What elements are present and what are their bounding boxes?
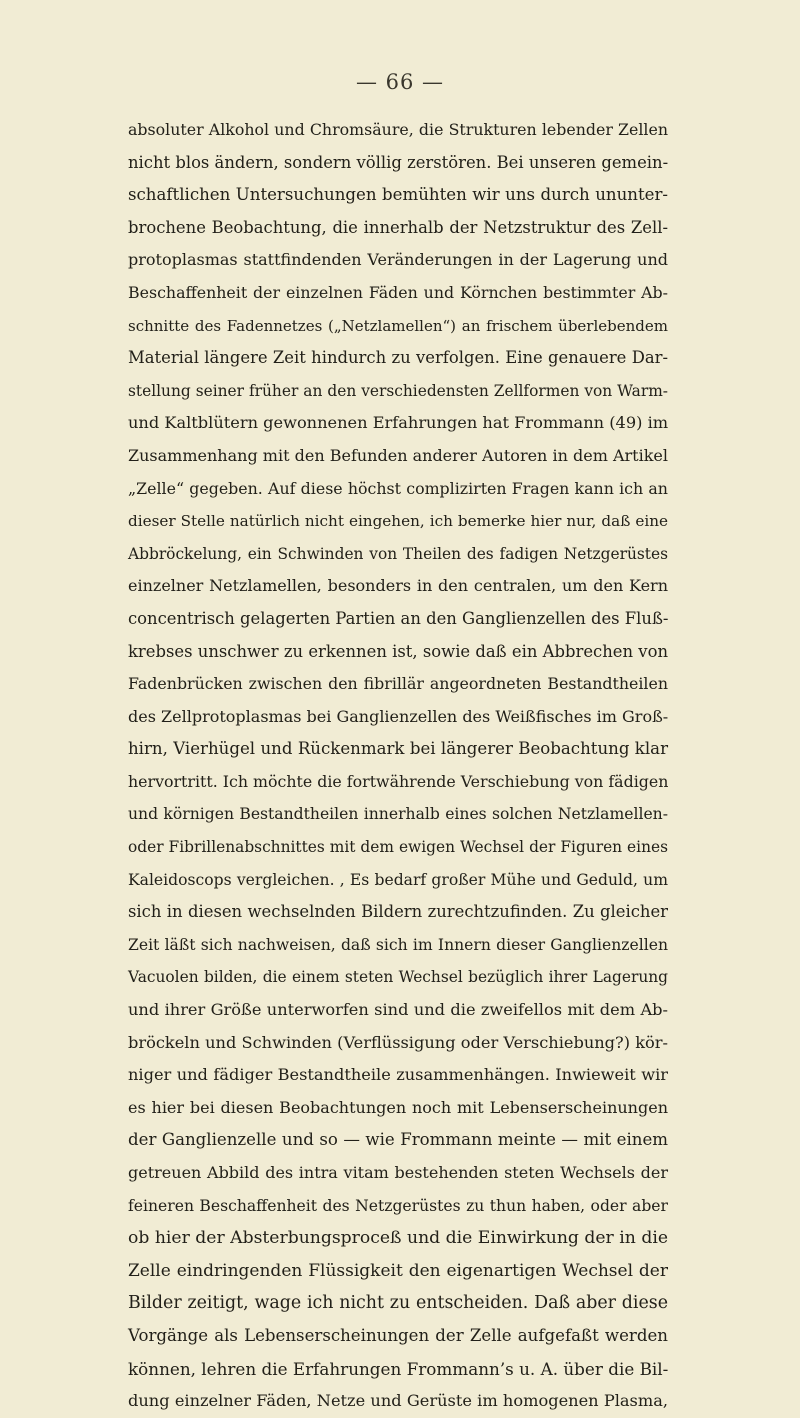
text-line: Abbröckelung, ein Schwinden von Theilen des fadigen Netzgerüstes [128, 544, 668, 563]
text-line: es hier bei diesen Beobachtungen noch mit Lebenserscheinungen [128, 1097, 668, 1117]
text-line: absoluter Alkohol und Chromsäure, die Strukturen lebender Zellen [128, 120, 668, 139]
text-line: Zeit läßt sich nachweisen, daß sich im Innern dieser Ganglienzellen [128, 935, 668, 954]
text-line: dieser Stelle natürlich nicht eingehen, ich bemerke hier nur, daß eine [128, 512, 668, 531]
text-line: können, lehren die Erfahrungen Frommann’s u. A. über die Bil- [128, 1358, 669, 1379]
text-line: getreuen Abbild des intra vitam bestehenden steten Wechsels der [128, 1163, 668, 1182]
page-number-header: — 66 — [355, 70, 445, 94]
text-line: der Ganglienzelle und so — wie Frommann meinte — mit einem [128, 1130, 668, 1150]
text-line: Bilder zeitigt, wage ich nicht zu entscheiden. Daß aber diese [128, 1293, 668, 1314]
text-line: und körnigen Bestandtheilen innerhalb eines solchen Netzlamellen- [128, 805, 668, 824]
text-line: niger und fädiger Bestandtheile zusammenhängen. Inwieweit wir [128, 1065, 668, 1085]
text-line: stellung seiner früher an den verschiedensten Zellformen von Warm- [128, 381, 668, 400]
text-line: schaftlichen Untersuchungen bemühten wir uns durch ununter- [128, 185, 668, 205]
text-line: sich in diesen wechselnden Bildern zurechtzufinden. Zu gleicher [128, 902, 668, 922]
text-line: Vorgänge als Lebenserscheinungen der Zelle aufgefaßt werden [128, 1325, 668, 1345]
text-line: krebses unschwer zu erkennen ist, sowie daß ein Abbrechen von [128, 641, 668, 661]
text-line: schnitte des Fadennetzes („Netzlamellen“) an frischem überlebendem [128, 316, 668, 335]
text-line: feineren Beschaffenheit des Netzgerüstes zu thun haben, oder aber [128, 1196, 668, 1215]
text-line: und ihrer Größe unterworfen sind und die zweifellos mit dem Ab- [128, 1000, 668, 1020]
text-line: des Zellprotoplasmas bei Ganglienzellen des Weißfisches im Groß- [128, 706, 669, 726]
text-line: hirn, Vierhügel und Rückenmark bei längerer Beobachtung klar [128, 739, 668, 759]
text-line: einzelner Netzlamellen, besonders in den centralen, um den Kern [128, 576, 668, 596]
text-line: hervortritt. Ich möchte die fortwährende Verschiebung von fädigen [128, 771, 669, 791]
text-line: protoplasmas stattfindenden Veränderungen in der Lagerung und [128, 250, 668, 270]
text-line: nicht blos ändern, sondern völlig zerstören. Bei unseren gemein- [128, 152, 669, 172]
text-line: Beschaffenheit der einzelnen Fäden und Körnchen bestimmter Ab- [128, 282, 668, 302]
text-line: concentrisch gelagerten Partien an den Ganglienzellen des Fluß- [128, 608, 669, 628]
body-text [128, 114, 668, 1418]
text-line: bröckeln und Schwinden (Verflüssigung oder Verschiebung?) kör- [128, 1032, 668, 1052]
text-line: Vacuolen bilden, die einem steten Wechsel bezüglich ihrer Lagerung [128, 968, 668, 987]
text-line: Material längere Zeit hindurch zu verfolgen. Eine genauere Dar- [128, 348, 668, 368]
text-line: brochene Beobachtung, die innerhalb der Netzstruktur des Zell- [128, 217, 668, 237]
text-line: „Zelle“ gegeben. Auf diese höchst complizirten Fragen kann ich an [128, 478, 668, 498]
text-line: Zelle eindringenden Flüssigkeit den eigenartigen Wechsel der [128, 1260, 668, 1281]
text-line: Zusammenhang mit den Befunden anderer Autoren in dem Artikel [128, 445, 668, 465]
text-line: oder Fibrillenabschnittes mit dem ewigen Wechsel der Figuren eines [128, 838, 668, 857]
text-line: und Kaltblütern gewonnenen Erfahrungen hat Frommann (49) im [128, 413, 669, 433]
text-line: dung einzelner Fäden, Netze und Gerüste im homogenen Plasma, [128, 1391, 668, 1411]
text-line: Kaleidoscops vergleichen. , Es bedarf großer Mühe und Geduld, um [128, 870, 668, 889]
text-line: ob hier der Absterbungsproceß und die Einwirkung der in die [128, 1228, 668, 1249]
text-line: Fadenbrücken zwischen den fibrillär angeordneten Bestandtheilen [128, 674, 668, 694]
